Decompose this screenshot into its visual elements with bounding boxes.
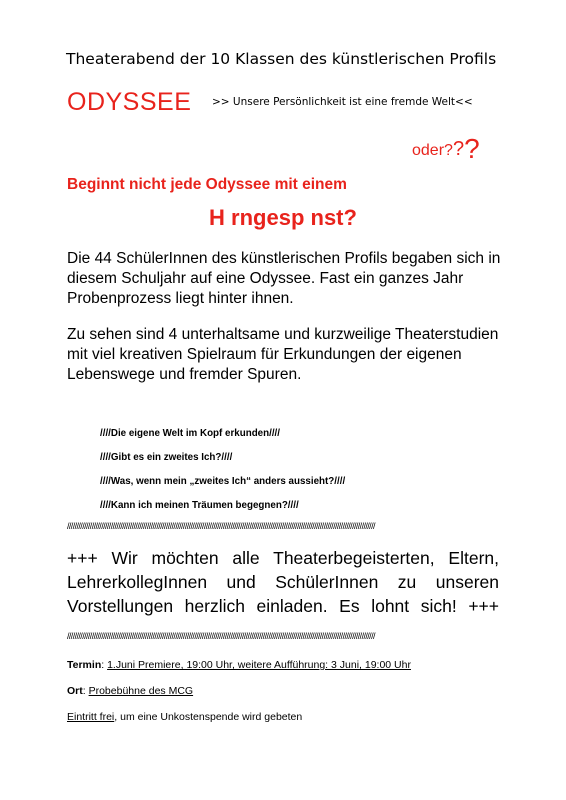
play-title: ODYSSEE [67,88,192,116]
study-item: ////Was, wenn mein „zweites Ich“ anders aussieht?//// [100,476,346,487]
lead-question: Beginnt nicht jede Odyssee mit einem [67,176,347,193]
oder-q2: ? [452,138,465,160]
description-paragraph: Zu sehen sind 4 unterhaltsame und kurzweilige Theaterstudien mit viel kreativen Spielraum für Erkundungen der eigenen Lebenswege und fremder Spuren. [67,326,499,383]
intro-paragraph: Die 44 SchülerInnen des künstlerischen Profils begaben sich in diesem Schuljahr auf eine Odyssee. Fast ein ganzes Jahr Probenprozess liegt hinter ihnen. [67,250,501,307]
eintritt-value: Eintritt frei [67,711,115,723]
invitation-text: +++ Wir möchten alle Theaterbegeisterten, Eltern, LehrerkollegInnen und SchülerInnen zu unseren Vorstellungen herzlich einladen. Es lohnt sich! +++ [67,548,499,616]
termin-value: 1.Juni Premiere, 19:00 Uhr, weitere Aufführung: 3 Juni, 19:00 Uhr [107,659,411,671]
ort-value: Probebühne des MCG [88,685,194,697]
oder-tagline [412,135,480,163]
termin-line [67,659,411,671]
slash-separator: ////////////////////////////////////////////////////////////////////////////////////////////////////////////////////////////////////////////////////////////////// [67,521,375,531]
termin-label: Termin [67,659,102,671]
eintritt-rest: , um eine Unkostenspende wird gebeten [114,711,303,723]
ort-sep: : [82,685,89,697]
ort-line [67,685,193,697]
oder-word: oder [412,142,445,159]
eintritt-line [67,711,302,723]
study-item: ////Die eigene Welt im Kopf erkunden//// [100,428,281,439]
slash-separator: ////////////////////////////////////////////////////////////////////////////////////////////////////////////////////////////////////////////////////////////////// [67,631,375,641]
ort-label: Ort [67,685,83,697]
event-header: Theaterabend der 10 Klassen des künstlerischen Profils [66,50,497,68]
study-item: ////Gibt es ein zweites Ich?//// [100,452,233,463]
play-subtitle: >> Unsere Persönlichkeit ist eine fremde Welt<< [212,96,473,108]
termin-sep: : [101,659,108,671]
study-item: ////Kann ich meinen Träumen begegnen?//// [100,500,299,511]
main-question: H rngesp nst? [209,205,357,230]
oder-q1: ? [444,142,453,159]
oder-q3: ? [464,133,480,164]
